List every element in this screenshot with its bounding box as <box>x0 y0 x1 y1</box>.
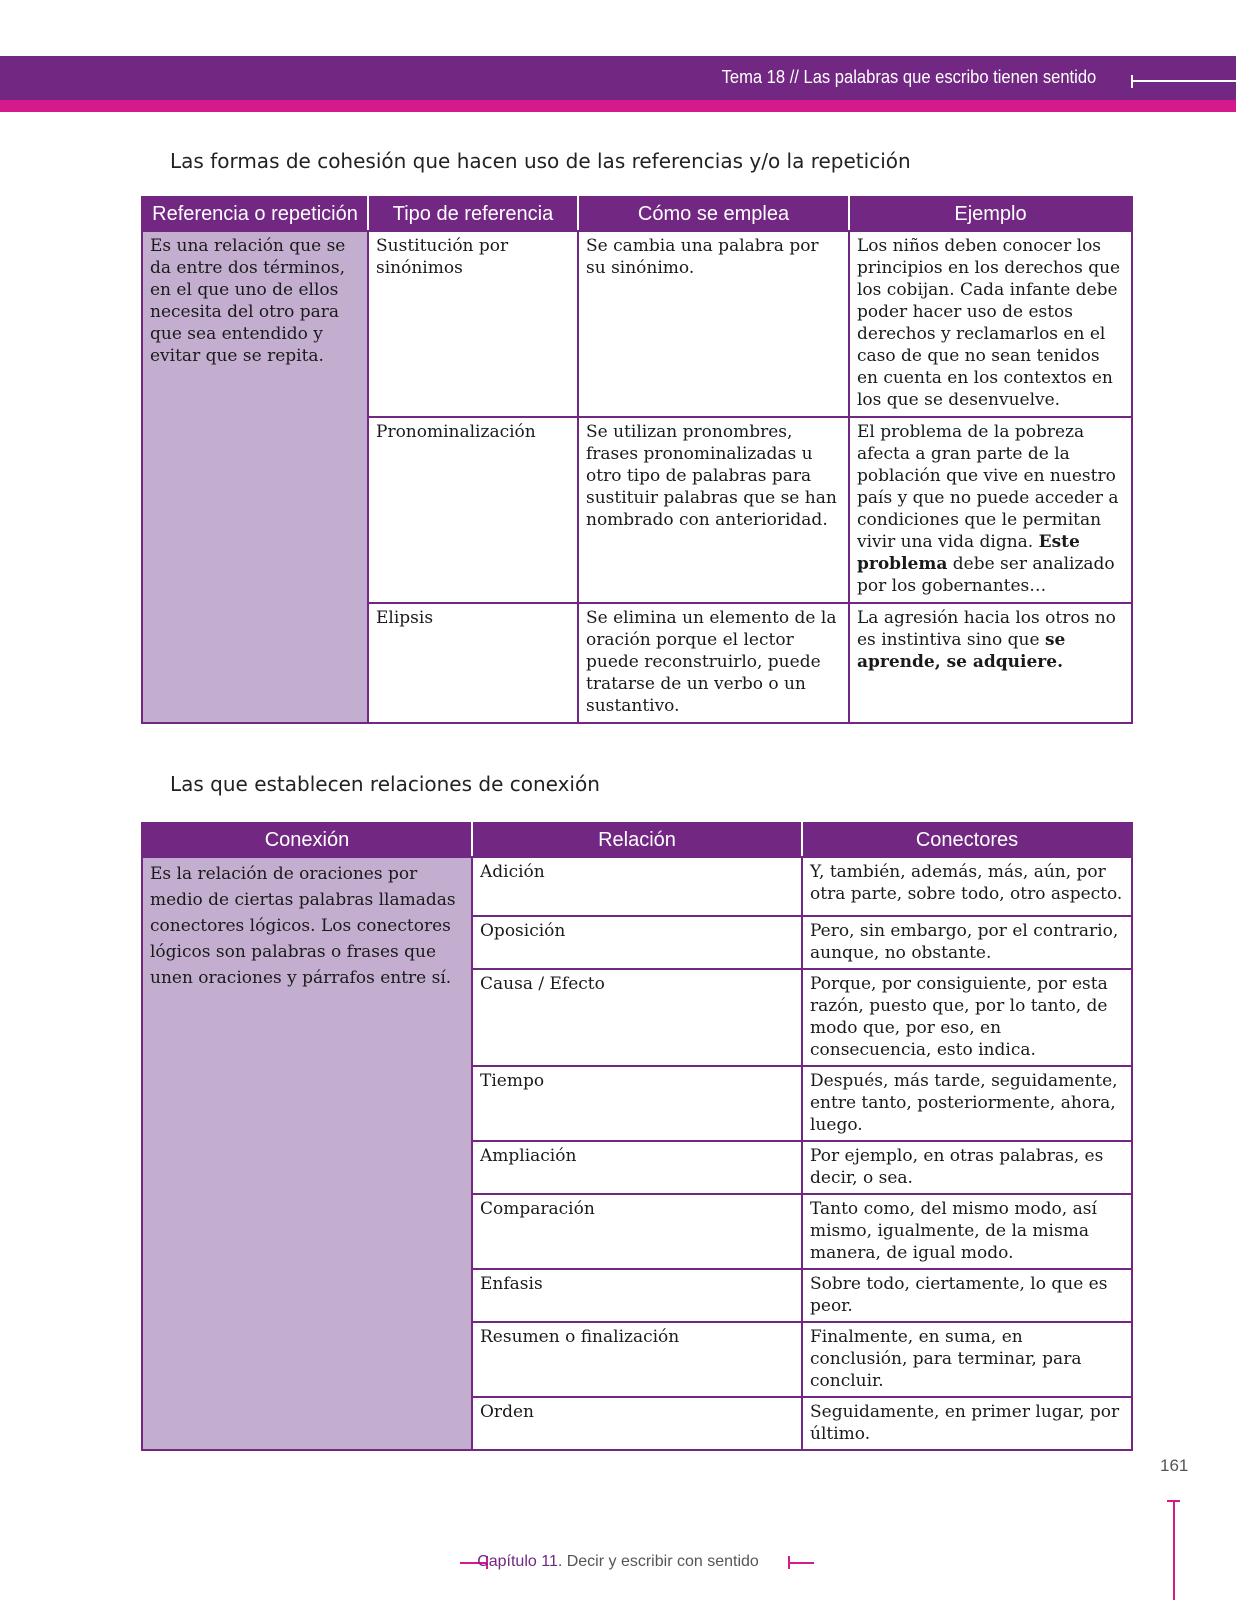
references-table <box>141 196 1133 724</box>
connectors-cell: Por ejemplo, en otras palabras, es decir, o sea. <box>802 1141 1132 1194</box>
connectors-cell: Sobre todo, ciertamente, lo que es peor. <box>802 1269 1132 1322</box>
relation-cell: Ampliación <box>472 1141 802 1194</box>
relation-cell: Tiempo <box>472 1066 802 1141</box>
connectors-cell: Y, también, además, más, aún, por otra parte, sobre todo, otro aspecto. <box>802 857 1132 916</box>
column-header: Tipo de referencia <box>368 197 578 231</box>
definition-cell: Es una relación que se da entre dos términos, en el que uno de ellos necesita del otro para que sea entendido y evitar que se repita. <box>142 231 368 723</box>
section-title-references: Las formas de cohesión que hacen uso de las referencias y/o la repetición <box>170 149 911 173</box>
column-header: Cómo se emplea <box>578 197 849 231</box>
relation-cell: Comparación <box>472 1194 802 1269</box>
connectors-cell: Después, más tarde, seguidamente, entre tanto, posteriormente, ahora, luego. <box>802 1066 1132 1141</box>
example-text: El problema de la pobreza afecta a gran parte de la población que vive en nuestro país y que no puede acceder a condiciones que le permitan vivir una vida digna. <box>857 422 1119 552</box>
usage-cell: Se utilizan pronombres, frases pronominalizadas u otro tipo de palabras para sustituir palabras que se han nombrado con anterioridad. <box>578 417 849 603</box>
example-text: debe ser analizado por los gobernantes… <box>857 554 1115 596</box>
footer-rule-right <box>788 1562 814 1564</box>
section-title-connections: Las que establecen relaciones de conexión <box>170 772 600 796</box>
table-row <box>142 857 1132 916</box>
relation-cell: Orden <box>472 1397 802 1450</box>
column-header: Referencia o repetición <box>142 197 368 231</box>
example-cell: Los niños deben conocer los principios en los derechos que los cobijan. Cada infante debe poder hacer uso de estos derechos y reclamarlos en el caso de que no sean tenidos en cuenta en los contextos en los que se desenvuelve. <box>849 231 1132 417</box>
example-bold-text: se aprende, se adquiere. <box>857 630 1066 672</box>
page-number: 161 <box>1160 1456 1189 1475</box>
column-header: Conectores <box>802 823 1132 857</box>
header-title: Tema 18 // Las palabras que escribo tienen sentido <box>721 67 1096 87</box>
usage-cell: Se cambia una palabra por su sinónimo. <box>578 231 849 417</box>
usage-cell: Se elimina un elemento de la oración porque el lector puede reconstruirlo, puede tratarse de un verbo o un sustantivo. <box>578 603 849 723</box>
footer <box>0 1553 1236 1571</box>
relation-cell: Oposición <box>472 916 802 969</box>
column-header: Ejemplo <box>849 197 1132 231</box>
definition-cell: Es la relación de oraciones por medio de ciertas palabras llamadas conectores lógicos. Los conectores lógicos son palabras o frases que unen oraciones y párrafos entre sí. <box>142 857 472 1450</box>
column-header: Conexión <box>142 823 472 857</box>
table-row <box>142 231 1132 417</box>
example-cell <box>849 417 1132 603</box>
relation-cell: Adición <box>472 857 802 916</box>
connectors-cell: Pero, sin embargo, por el contrario, aunque, no obstante. <box>802 916 1132 969</box>
references-header-row <box>142 197 1132 231</box>
relation-cell: Resumen o finalización <box>472 1322 802 1397</box>
example-cell <box>849 603 1132 723</box>
footer-title: Decir y escribir con sentido <box>562 1553 759 1570</box>
example-text: La agresión hacia los otros no es instintiva sino que <box>857 608 1116 650</box>
footer-chapter: Capítulo 11. <box>477 1553 563 1570</box>
relation-cell: Causa / Efecto <box>472 969 802 1066</box>
type-cell: Sustitución por sinónimos <box>368 231 578 417</box>
header-stripe <box>0 100 1236 112</box>
example-bold-text: Este problema <box>857 532 1080 574</box>
header-rule <box>1131 80 1236 82</box>
type-cell: Elipsis <box>368 603 578 723</box>
side-rule <box>1173 1500 1175 1600</box>
connectors-cell: Seguidamente, en primer lugar, por último. <box>802 1397 1132 1450</box>
type-cell: Pronominalización <box>368 417 578 603</box>
relation-cell: Enfasis <box>472 1269 802 1322</box>
connections-table <box>141 822 1133 1451</box>
connectors-cell: Finalmente, en suma, en conclusión, para terminar, para concluir. <box>802 1322 1132 1397</box>
connectors-cell: Porque, por consiguiente, por esta razón, puesto que, por lo tanto, de modo que, por eso, en consecuencia, esto indica. <box>802 969 1132 1066</box>
connections-header-row <box>142 823 1132 857</box>
column-header: Relación <box>472 823 802 857</box>
connectors-cell: Tanto como, del mismo modo, así mismo, igualmente, de la misma manera, de igual modo. <box>802 1194 1132 1269</box>
